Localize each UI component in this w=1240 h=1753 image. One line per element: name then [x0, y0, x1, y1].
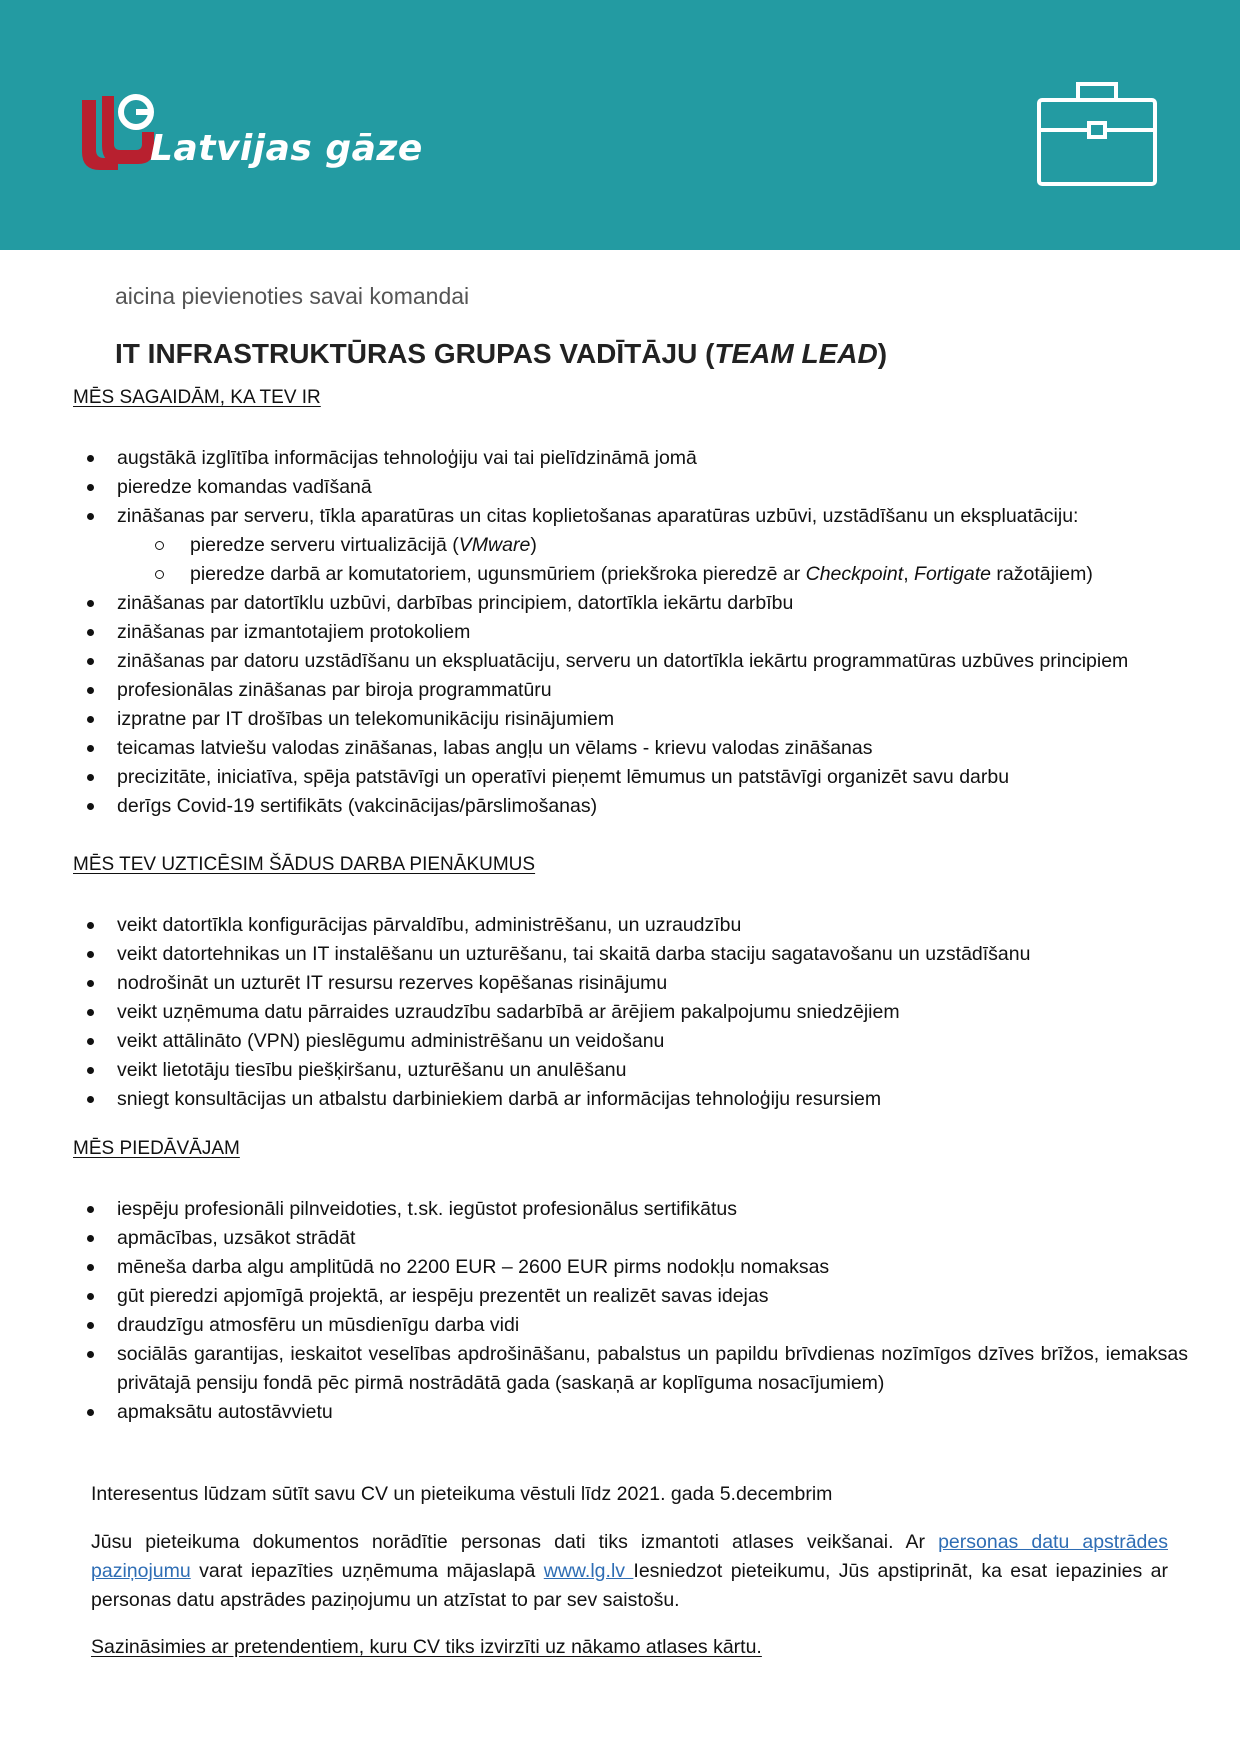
privacy-text: varat iepazīties uzņēmuma mājaslapā	[190, 1560, 544, 1582]
privacy-text: Jūsu pieteikuma dokumentos norādītie personas dati tiks izmantoti atlases veikšanai. Ar	[91, 1531, 939, 1553]
closing-note: Sazināsimies ar pretendentiem, kuru CV tiks izvirzīti uz nākamo atlases kārtu.	[91, 1636, 762, 1658]
apply-text: Interesentus lūdzam sūtīt savu CV un pieteikuma vēstuli	[91, 1483, 581, 1505]
list-item: augstākā izglītība informācijas tehnoloģiju vai tai pielīdzināmā jomā	[73, 444, 1188, 473]
job-title-main: IT INFRASTRUKTŪRAS GRUPAS VADĪTĀJU (	[115, 338, 715, 369]
sub-list-item: pieredze darbā ar komutatoriem, ugunsmūriem (priekšroka pieredzē ar Checkpoint, Fortigate ražotājiem)	[73, 560, 1188, 589]
list-item: pieredze komandas vadīšanā	[73, 473, 1188, 502]
list-item: sociālās garantijas, ieskaitot veselības apdrošināšanu, pabalstus un papildu brīvdienas nozīmīgos dzīves brīžos, iemaksas privātajā pensiju fondā pēc pirmā nostrādātā gada (saskaņā ar koplīguma nosacījumiem)	[73, 1340, 1188, 1398]
job-title-italic: TEAM LEAD	[714, 338, 878, 369]
list-item: iespēju profesionāli pilnveidoties, t.sk. iegūstot profesionālus sertifikātus	[73, 1195, 1188, 1224]
list-item: apmaksātu autostāvvietu	[73, 1398, 1188, 1427]
list-item: nodrošināt un uzturēt IT resursu rezerves kopēšanas risinājumu	[73, 969, 1188, 998]
list-item: profesionālas zināšanas par biroja programmatūru	[73, 676, 1188, 705]
privacy-notice-link[interactable]: personas datu apstrādes paziņojumu	[91, 1531, 1168, 1582]
sub-list-item: pieredze serveru virtualizācijā (VMware)	[73, 531, 1188, 560]
intro-text: aicina pievienoties savai komandai	[115, 283, 470, 309]
requirements-heading: MĒS SAGAIDĀM, KA TEV IR	[73, 387, 321, 408]
list-item: veikt datortehnikas un IT instalēšanu un uzturēšanu, tai skaitā darba staciju sagatavošanu un uzstādīšanu	[73, 940, 1188, 969]
requirements-list	[73, 444, 1188, 821]
apply-paragraph	[91, 1480, 1168, 1509]
duties-list	[73, 911, 1188, 1114]
company-name: Latvijas gāze	[150, 128, 423, 169]
privacy-paragraph	[91, 1528, 1168, 1615]
offer-heading: MĒS PIEDĀVĀJAM	[73, 1138, 240, 1159]
privacy-text: Iesniedzot pieteikumu, Jūs apstiprināt, ka esat iepazinies ar personas datu apstrādes paziņojumu un atzīstat to par sev saistošu.	[91, 1560, 1168, 1611]
job-title	[115, 338, 887, 370]
list-item: gūt pieredzi apjomīgā projektā, ar iespēju prezentēt un realizēt savas idejas	[73, 1282, 1188, 1311]
offer-list	[73, 1195, 1188, 1427]
list-item: zināšanas par izmantotajiem protokoliem	[73, 618, 1188, 647]
list-item: derīgs Covid-19 sertifikāts (vakcinācijas/pārslimošanas)	[73, 792, 1188, 821]
duties-heading: MĒS TEV UZTICĒSIM ŠĀDUS DARBA PIENĀKUMUS	[73, 854, 536, 875]
list-item: apmācības, uzsākot strādāt	[73, 1224, 1188, 1253]
apply-deadline: līdz 2021. gada 5.decembrim	[580, 1483, 833, 1505]
list-item: izpratne par IT drošības un telekomunikāciju risinājumiem	[73, 705, 1188, 734]
list-item: sniegt konsultācijas un atbalstu darbiniekiem darbā ar informācijas tehnoloģiju resursiem	[73, 1085, 1188, 1114]
website-link[interactable]: www.lg.lv	[543, 1560, 634, 1582]
list-item: zināšanas par datoru uzstādīšanu un ekspluatāciju, serveru un datortīkla iekārtu programmatūras uzbūves principiem	[73, 647, 1188, 676]
job-title-close: )	[877, 338, 888, 369]
list-item: veikt uzņēmuma datu pārraides uzraudzību sadarbībā ar ārējiem pakalpojumu sniedzējiem	[73, 998, 1188, 1027]
header-banner	[0, 0, 1240, 250]
list-item: zināšanas par datortīklu uzbūvi, darbības principiem, datortīkla iekārtu darbību	[73, 589, 1188, 618]
list-item: zināšanas par serveru, tīkla aparatūras un citas koplietošanas aparatūras uzbūvi, uzstādīšanu un ekspluatāciju:	[73, 502, 1188, 531]
list-item: precizitāte, iniciatīva, spēja patstāvīgi un operatīvi pieņemt lēmumus un patstāvīgi organizēt savu darbu	[73, 763, 1188, 792]
briefcase-icon	[1032, 78, 1162, 188]
list-item: veikt datortīkla konfigurācijas pārvaldību, administrēšanu, un uzraudzību	[73, 911, 1188, 940]
list-item: teicamas latviešu valodas zināšanas, labas angļu un vēlams - krievu valodas zināšanas	[73, 734, 1188, 763]
list-item: draudzīgu atmosfēru un mūsdienīgu darba vidi	[73, 1311, 1188, 1340]
list-item: mēneša darba algu amplitūdā no 2200 EUR – 2600 EUR pirms nodokļu nomaksas	[73, 1253, 1188, 1282]
list-item: veikt lietotāju tiesību piešķiršanu, uzturēšanu un anulēšanu	[73, 1056, 1188, 1085]
list-item: veikt attālināto (VPN) pieslēgumu administrēšanu un veidošanu	[73, 1027, 1188, 1056]
